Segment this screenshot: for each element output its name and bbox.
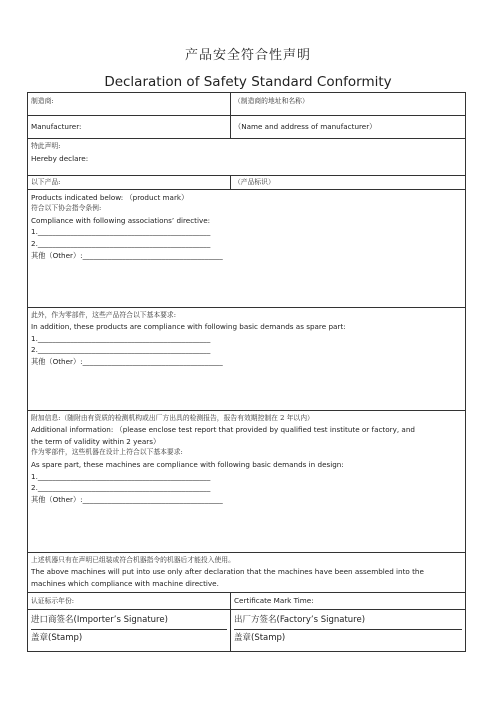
products-line-2: 符合以下协会指令条例: (31, 204, 102, 213)
spare-other: 其他（Other）:_______________________________________ (31, 356, 223, 366)
products-cn-hint: （产品标识） (234, 178, 275, 186)
factory-signature-cell[interactable] (231, 610, 466, 652)
products-label-row (28, 176, 466, 190)
usage-line-1: 上述机器只有在声明已组装或符合机器指令的机器后才能投入使用。 (31, 555, 235, 564)
manufacturer-en-hint: （Name and address of manufacturer） (234, 122, 377, 132)
additional-line-4: 作为零部件，这些机器在设计上符合以下基本要求: (31, 448, 183, 457)
cert-time-cell[interactable] (231, 592, 466, 610)
declare-en: Hereby declare: (31, 153, 89, 163)
additional-item-1: 1.________________________________________________ (31, 471, 211, 481)
manufacturer-en-label: Manufacturer: (31, 122, 82, 132)
manufacturer-en-label-cell[interactable] (28, 116, 231, 139)
products-cell[interactable] (28, 189, 466, 307)
signature-row (28, 610, 466, 652)
additional-line-1: 附加信息:（随附由有资质的检测机构或出厂方出具的检测报告，报告有效期控制在 2 年以内） (31, 413, 314, 422)
spare-line-2: In addition, these products are compliance with following basic demands as spare part: (31, 322, 346, 332)
manufacturer-cn-label: 制造商: (31, 97, 54, 105)
additional-line-3: the term of validity within 2 years） (31, 436, 161, 446)
certificate-row (28, 592, 466, 610)
products-cn-hint-cell[interactable] (231, 176, 466, 190)
spare-item-1: 1.________________________________________________ (31, 333, 211, 343)
declare-cn: 特此声明: (31, 142, 61, 150)
products-row (28, 189, 466, 307)
cert-year-cell[interactable] (28, 592, 231, 610)
additional-info-row (28, 410, 466, 552)
additional-line-5: As spare part, these machines are compliance with following basic demands in design: (31, 459, 344, 469)
usage-cell[interactable] (28, 552, 466, 592)
products-item-2: 2.________________________________________________ (31, 238, 211, 248)
declare-row (28, 139, 466, 176)
products-other: 其他（Other）:_______________________________________ (31, 250, 223, 260)
usage-line-2: The above machines will put into use only after declaration that the machines have been assembled into the (31, 567, 424, 577)
spare-line-1: 此外，作为零部件，这些产品符合以下基本要求: (31, 310, 177, 319)
products-cn-label-cell[interactable] (28, 176, 231, 190)
additional-item-2: 2.________________________________________________ (31, 483, 211, 493)
declare-cell[interactable] (28, 139, 466, 176)
products-line-1: Products indicated below: （product mark） (31, 192, 189, 202)
page-title-english: Declaration of Safety Standard Conformity (104, 74, 392, 90)
cert-time-label: Certificate Mark Time: (234, 595, 314, 605)
manufacturer-cn-row (28, 93, 466, 116)
spare-part-row (28, 307, 466, 410)
usage-line-3: machines which compliance with machine directive. (31, 578, 219, 588)
spare-part-cell[interactable] (28, 307, 466, 410)
manufacturer-cn-label-cell[interactable] (28, 93, 231, 116)
spare-item-2: 2.________________________________________________ (31, 345, 211, 355)
products-line-3: Compliance with following associations’ directive: (31, 215, 211, 225)
manufacturer-cn-hint: （制造商的地址和名称） (234, 97, 309, 105)
usage-row (28, 552, 466, 592)
declaration-form (27, 92, 466, 652)
factory-signature-label: 出厂方签名(Factory’s Signature) (234, 612, 462, 630)
products-item-1: 1.________________________________________________ (31, 227, 211, 237)
products-cn-label: 以下产品: (31, 178, 61, 186)
additional-info-cell[interactable] (28, 410, 466, 552)
additional-other: 其他（Other）:_______________________________________ (31, 494, 223, 504)
manufacturer-en-row (28, 116, 466, 139)
cert-year-label: 认证标示年份: (31, 596, 75, 605)
importer-stamp-label: 盖章(Stamp) (31, 633, 83, 644)
manufacturer-cn-hint-cell[interactable] (231, 93, 466, 116)
importer-signature-cell[interactable] (28, 610, 231, 652)
factory-stamp-label: 盖章(Stamp) (234, 633, 286, 644)
importer-signature-label: 进口商签名(Importer’s Signature) (31, 612, 227, 630)
page-title-chinese: 产品安全符合性声明 (184, 48, 311, 63)
manufacturer-en-hint-cell[interactable] (231, 116, 466, 139)
additional-line-2: Additional information: （please enclose test report that provided by qualified test institute or factory, and (31, 425, 415, 435)
